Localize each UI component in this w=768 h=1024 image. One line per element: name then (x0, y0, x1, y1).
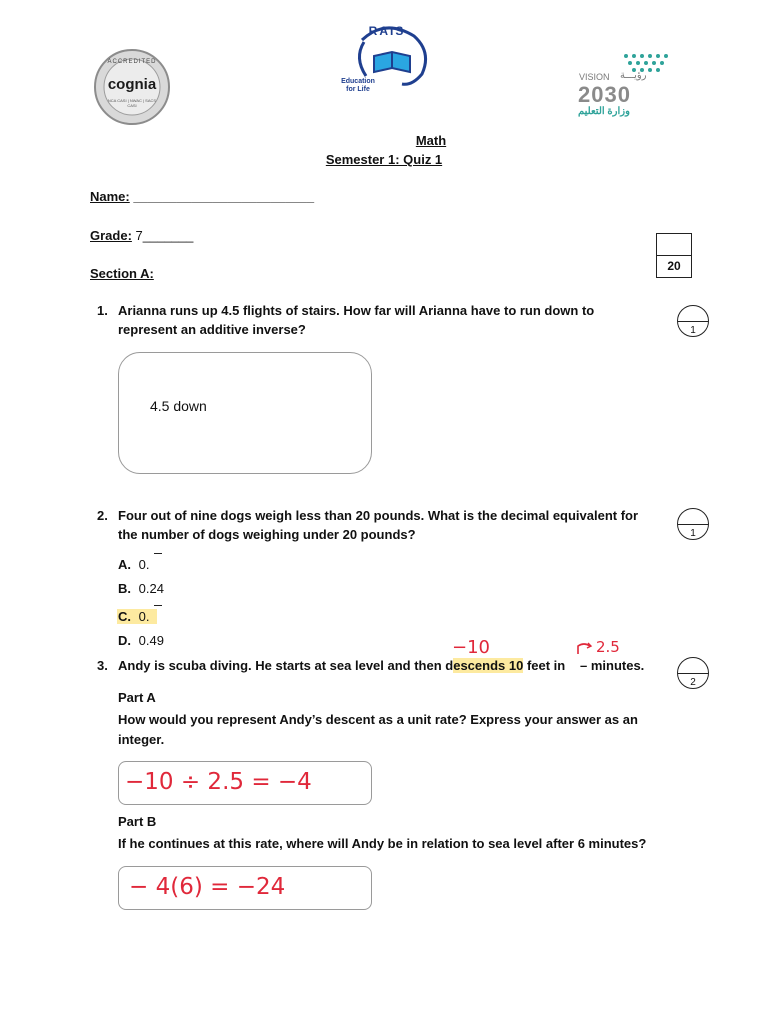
name-line: _________________________ (133, 189, 315, 204)
repeat-bar (154, 605, 162, 606)
q3-points: 2 (690, 677, 696, 688)
q2-number: 2. (97, 508, 108, 523)
q2-option-b-letter: B. (118, 581, 131, 596)
q2-option-a-letter: A. (118, 557, 131, 572)
vision-year: 2030 (578, 82, 631, 107)
q3-part-b-answer-box[interactable] (118, 866, 372, 910)
q1-number: 1. (97, 303, 108, 318)
q2-option-b-value: 0.24 (138, 581, 164, 596)
q3-text (118, 658, 565, 673)
q3-score-circle (677, 657, 709, 689)
cognia-ring-text: ACCREDITED (107, 59, 157, 65)
q3-part-b-label: Part B (118, 814, 157, 829)
q3-number: 3. (97, 658, 108, 673)
q3-text-end: – minutes. (580, 658, 645, 673)
cognia-name: cognia (107, 76, 157, 93)
q2-option-d[interactable] (118, 633, 164, 648)
rais-name: RAIS (368, 24, 406, 38)
q3-text-pre: Andy is scuba diving. He starts at sea level and then d (118, 658, 454, 673)
q2-option-c-value: 0. (138, 609, 150, 624)
q2-option-c[interactable] (117, 609, 157, 624)
q3-part-a-text-line-1: How would you represent Andy’s descent as a unit rate? Express your answer as an (118, 712, 638, 727)
total-score: 20 (667, 259, 681, 273)
q3-part-b-answer: − 4(6) = −24 (129, 874, 286, 900)
cognia-bottom-text: NCA CASI | NWAC | SACS CASI (107, 98, 157, 108)
q2-option-a-value: 0. (138, 557, 150, 572)
q3-text-highlight: escends 10 (453, 658, 524, 673)
q3-note-minus-10: −10 (452, 637, 490, 658)
q1-text-line-2: represent an additive inverse? (118, 322, 306, 337)
quiz-title: Semester 1: Quiz 1 (325, 152, 443, 167)
q2-score-circle (677, 508, 709, 540)
q3-note-2-5: 2.5 (596, 638, 620, 656)
q3-part-b-text: If he continues at this rate, where will Andy be in relation to sea level after 6 minutes? (118, 836, 647, 851)
q2-option-d-letter: D. (118, 633, 131, 648)
q1-answer-box[interactable] (118, 352, 372, 474)
q1-text-line-1: Arianna runs up 4.5 flights of stairs. How far will Arianna have to run down to (118, 303, 595, 318)
grade-value: 7_______ (135, 228, 194, 243)
grade-label: Grade: (90, 228, 132, 243)
subject-title: Math (415, 133, 447, 148)
q3-part-a-text-line-2: integer. (118, 732, 165, 747)
q2-option-c-letter: C. (118, 609, 131, 624)
ministry-name: وزارة التعليم (578, 106, 630, 117)
total-score-box (656, 233, 692, 278)
q3-note-arrow (576, 642, 598, 656)
q3-part-a-label: Part A (118, 690, 156, 705)
rais-tagline-2: for Life (346, 86, 370, 93)
q2-option-b[interactable] (118, 581, 164, 596)
q1-answer: 4.5 down (150, 398, 207, 414)
q3-part-a-answer-box[interactable] (118, 761, 372, 805)
q3-part-a-answer: −10 ÷ 2.5 = −4 (125, 769, 312, 795)
section-label: Section A: (90, 266, 154, 281)
grade-field[interactable] (90, 228, 193, 243)
rais-logo (332, 22, 438, 96)
q1-score-circle (677, 305, 709, 337)
name-field[interactable] (90, 189, 314, 204)
name-label: Name: (90, 189, 130, 204)
cognia-logo (93, 48, 171, 126)
q2-text-line-2: the number of dogs weighing under 20 pounds? (118, 527, 416, 542)
repeat-bar (154, 553, 162, 554)
rais-tagline-1: Education (341, 78, 375, 85)
q2-text-line-1: Four out of nine dogs weigh less than 20 pounds. What is the decimal equivalent for (118, 508, 639, 523)
q2-option-a[interactable] (118, 557, 149, 572)
q3-text-post: feet in (523, 658, 566, 673)
q2-option-d-value: 0.49 (138, 633, 164, 648)
q2-points: 1 (690, 528, 696, 539)
q1-points: 1 (690, 325, 696, 336)
vision-label: VISION (579, 72, 610, 82)
vision-arabic: رؤيـــة (620, 70, 647, 81)
vision-2030-logo (576, 52, 676, 122)
